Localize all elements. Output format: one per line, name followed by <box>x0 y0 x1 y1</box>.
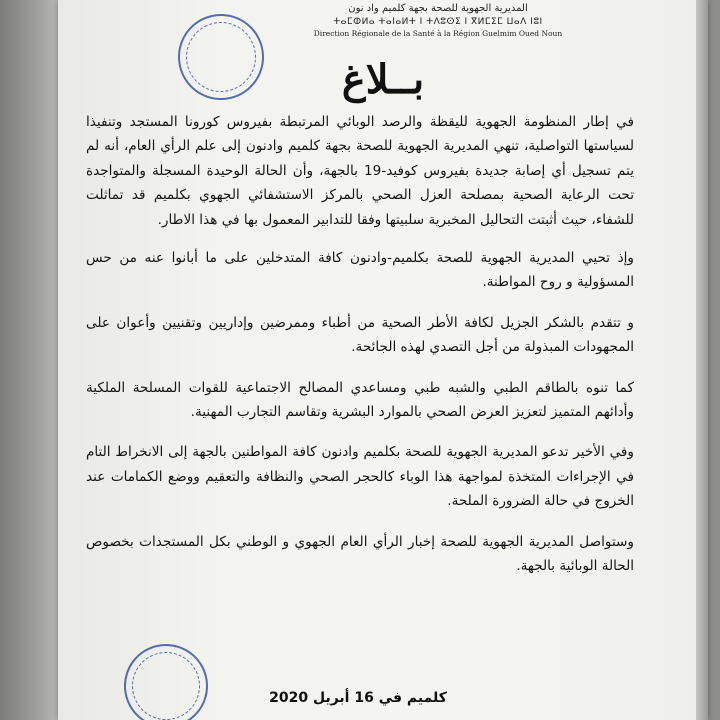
letterhead-tifinagh: ⵜⴰⵎⵀⵍⴰ ⵜⴰⵏⴰⵍⵜ ⵏ ⵜⴷⵓⵙⵉ ⵏ ⴳⵍⵎⵉⵎ ⵡⴰⴷ ⵏⵓⵏ <box>333 17 543 27</box>
date-line: كلميم في 16 أبريل 2020 <box>269 690 447 706</box>
page-edge-shadow <box>696 0 708 720</box>
official-stamp-bottom <box>109 629 223 720</box>
communique-body <box>86 110 634 595</box>
letterhead <box>308 2 568 39</box>
paragraph-1: في إطار المنظومة الجهوية لليقظة والرصد الوبائي المرتبطة بفيروس كورونا المستجد وتنفيذا لسياستها التواصلية، تنهي المديرية الجهوية للصحة بجهة كلميم وادنون إلى علم الرأي العام، أنه لم يتم تسجيل أي إصابة جديدة بفيروس كوفيد-19 بالجهة، وأن الحالة الوحيدة المسجلة والمتواجدة تحت الرعاية الصحية بمصلحة العزل الصحي بالمركز الاستشفائي الجهوي بكلميم قد تماثلت للشفاء، حيث أثبتت التحاليل المخبرية سلبيتها وفقا للتدابير المعمول بها في هذا الاطار. <box>86 114 634 228</box>
background-left-edge <box>0 0 58 720</box>
letterhead-french: Direction Régionale de la Santé à la Région Guelmim Oued Noun <box>313 29 563 38</box>
letterhead-arabic: المديرية الجهوية للصحة بجهة كلميم واد نون <box>348 3 528 14</box>
paragraph-3: و تتقدم بالشكر الجزيل لكافة الأطر الصحية من أطباء وممرضين وإداريين وتقنيين وأعوان على المجهودات المبذولة من أجل التصدي لهذه الجائحة. <box>86 314 634 356</box>
paragraph-6: وستواصل المديرية الجهوية للصحة إخبار الرأي العام الجهوي و الوطني بكل المستجدات بخصوص الحالة الوبائية بالجهة. <box>86 533 634 575</box>
document-title: بــلاغ <box>341 56 425 103</box>
paragraph-2: وإذ تحيي المديرية الجهوية للصحة بكلميم-وادنون كافة المتدخلين على ما أبانوا عنه من حس المسؤولية و روح المواطنة. <box>86 250 634 291</box>
paragraph-5: وفي الأخير تدعو المديرية الجهوية للصحة بكلميم وادنون كافة المواطنين بالجهة إلى الانخراط التام في الإجراءات المتخذة لمواجهة هذا الوباء كالحجر الصحي والنظافة والتعقيم ووضع الكمامات عند الخروج في حالة الضرورة الملحة. <box>86 444 634 510</box>
paragraph-4: كما تنوه بالطاقم الطبي والشبه طبي ومساعدي المصالح الاجتماعية للقوات المسلحة الملكية وأدائهم المتميز لتعزيز العرض الصحي بالموارد البشرية وتقاسم التجارب المهنية. <box>86 379 634 421</box>
document-page <box>58 0 708 720</box>
